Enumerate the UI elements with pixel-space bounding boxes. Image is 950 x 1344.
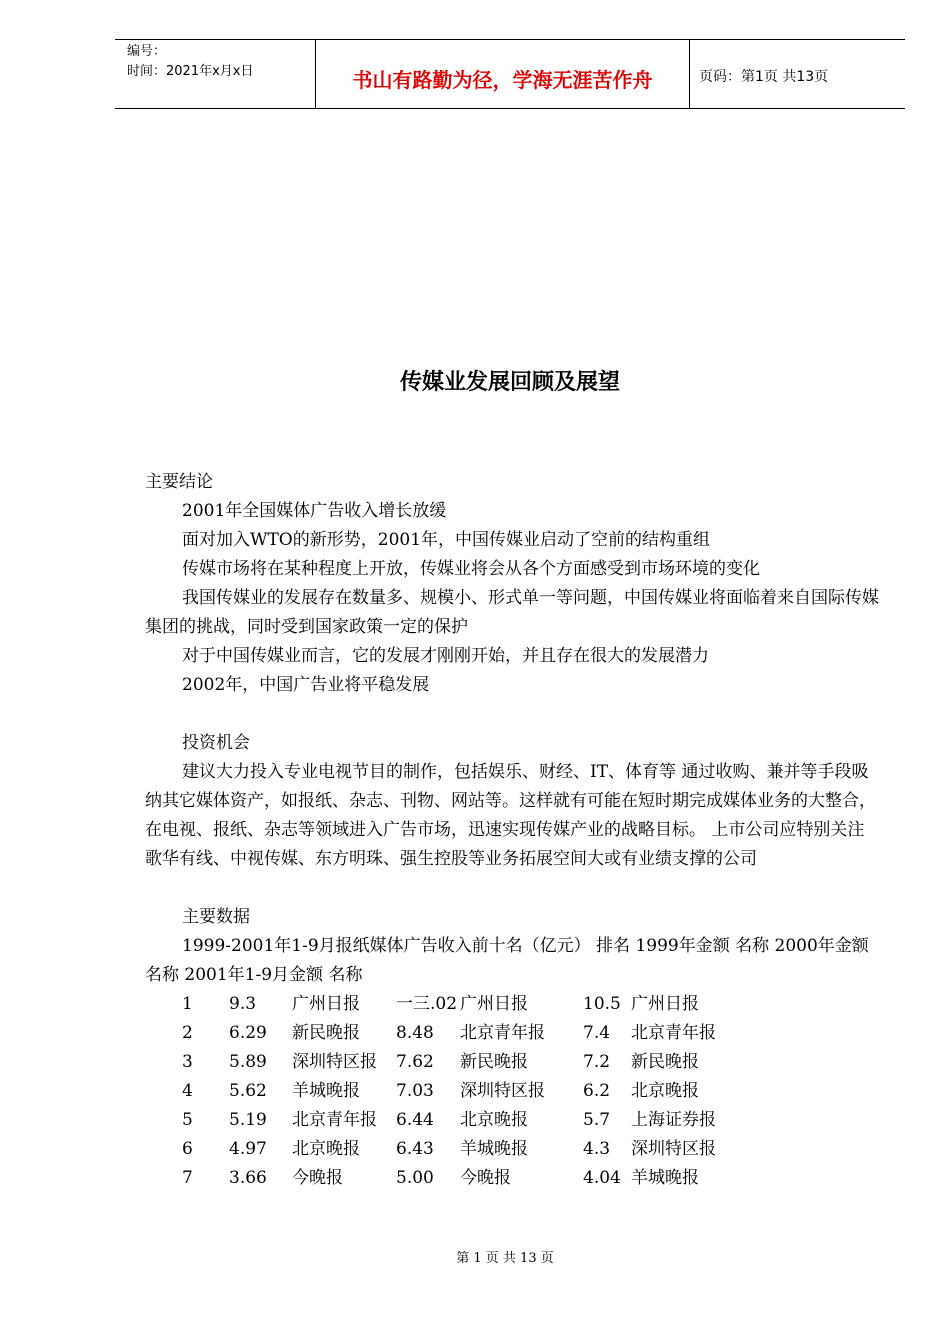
amount-2001-cell: 4.04: [583, 1168, 621, 1188]
amount-2000-cell: 6.43: [396, 1139, 434, 1159]
paragraph-spacer: [145, 700, 880, 729]
name-2000-cell: 北京晚报: [460, 1110, 528, 1130]
page-footer: 第 1 页 共 13 页: [456, 1251, 554, 1266]
amount-2000-cell: 7.62: [396, 1052, 434, 1072]
paragraph-spacer: [145, 874, 880, 903]
document-body: [145, 468, 880, 1193]
investment-text: 建议大力投入专业电视节目的制作，包括娱乐、财经、IT、体育等 通过收购、兼并等手段吸纳其它媒体资产，如报纸、杂志、刊物、网站等。这样就有可能在短时期完成媒体业务的大整合，在电视、报纸、杂志等领域进入广告市场，迅速实现传媒产业的战略目标。 上市公司应特别关注歌华有线、中视传媒、东方明珠、强生控股等业务拓展空间大或有业绩支撑的公司: [145, 762, 876, 869]
amount-2001-cell: 7.4: [583, 1023, 611, 1043]
name-1999-cell: 北京青年报: [292, 1110, 377, 1130]
rank-cell: 4: [182, 1081, 193, 1101]
rank-cell: 2: [182, 1023, 193, 1043]
amount-2000-cell: 8.48: [396, 1023, 434, 1043]
conclusion-item: 对于中国传媒业而言，它的发展才刚刚开始，并且存在很大的发展潜力: [182, 646, 709, 666]
name-2001-cell: 新民晚报: [631, 1052, 699, 1072]
name-2001-cell: 深圳特区报: [631, 1139, 716, 1159]
amount-1999-cell: 5.62: [229, 1081, 267, 1101]
name-2001-cell: 上海证券报: [631, 1110, 716, 1130]
name-2000-cell: 深圳特区报: [460, 1081, 545, 1101]
table-row: [145, 1077, 880, 1106]
amount-2000-cell: 5.00: [396, 1168, 434, 1188]
document-title: 传媒业发展回顾及展望: [399, 370, 620, 395]
amount-1999-cell: 9.3: [229, 994, 257, 1014]
rank-cell: 7: [182, 1168, 193, 1188]
header-motto: 书山有路勤为径，学海无涯苦作舟: [352, 68, 653, 92]
investment-heading: 投资机会: [182, 733, 250, 753]
table-row: [145, 1135, 880, 1164]
table-row: [145, 1048, 880, 1077]
amount-2000-cell: 7.03: [396, 1081, 434, 1101]
table-row: [145, 990, 880, 1019]
name-2000-cell: 羊城晚报: [460, 1139, 528, 1159]
name-2000-cell: 北京青年报: [460, 1023, 545, 1043]
amount-2001-cell: 6.2: [583, 1081, 611, 1101]
table-row: [145, 1019, 880, 1048]
table-row: [145, 1164, 880, 1193]
conclusion-item: 面对加入WTO的新形势，2001年，中国传媒业启动了空前的结构重组: [182, 530, 711, 550]
amount-2000-cell: 6.44: [396, 1110, 434, 1130]
ranking-table: [145, 990, 880, 1193]
page-header: [115, 39, 905, 109]
amount-1999-cell: 5.19: [229, 1110, 267, 1130]
name-2000-cell: 新民晚报: [460, 1052, 528, 1072]
header-divider: [689, 40, 690, 108]
document-time-label: 时间：2021年x月x日: [127, 64, 254, 79]
conclusion-item: 2002年，中国广告业将平稳发展: [182, 675, 430, 695]
name-1999-cell: 广州日报: [292, 994, 360, 1014]
name-2001-cell: 北京晚报: [631, 1081, 699, 1101]
conclusion-item: 我国传媒业的发展存在数量多、规模小、形式单一等问题，中国传媒业将面临着来自国际传媒集团的挑战，同时受到国家政策一定的保护: [145, 588, 879, 637]
header-meta: [127, 42, 253, 82]
amount-2001-cell: 10.5: [583, 994, 621, 1014]
data-heading: 主要数据: [182, 907, 250, 927]
data-caption: 1999-2001年1-9月报纸媒体广告收入前十名（亿元） 排名 1999年金额 名称 2000年金额 名称 2001年1-9月金额 名称: [145, 936, 869, 985]
name-1999-cell: 深圳特区报: [292, 1052, 377, 1072]
rank-cell: 1: [182, 994, 193, 1014]
name-1999-cell: 新民晚报: [292, 1023, 360, 1043]
amount-2001-cell: 7.2: [583, 1052, 611, 1072]
name-1999-cell: 今晚报: [292, 1168, 343, 1188]
name-2001-cell: 羊城晚报: [631, 1168, 699, 1188]
conclusion-item: 传媒市场将在某种程度上开放，传媒业将会从各个方面感受到市场环境的变化: [182, 559, 760, 579]
name-1999-cell: 羊城晚报: [292, 1081, 360, 1101]
header-page-label: 页码：第1页 共13页: [699, 69, 829, 85]
amount-2001-cell: 5.7: [583, 1110, 611, 1130]
table-row: [145, 1106, 880, 1135]
amount-2000-cell: 一三.02: [396, 994, 458, 1014]
amount-1999-cell: 5.89: [229, 1052, 267, 1072]
document-number-label: 编号：: [127, 44, 167, 59]
name-2000-cell: 今晚报: [460, 1168, 511, 1188]
name-2001-cell: 北京青年报: [631, 1023, 716, 1043]
amount-1999-cell: 3.66: [229, 1168, 267, 1188]
rank-cell: 3: [182, 1052, 193, 1072]
rank-cell: 6: [182, 1139, 193, 1159]
conclusions-heading: 主要结论: [145, 472, 213, 492]
amount-1999-cell: 4.97: [229, 1139, 267, 1159]
rank-cell: 5: [182, 1110, 193, 1130]
name-2000-cell: 广州日报: [460, 994, 528, 1014]
amount-1999-cell: 6.29: [229, 1023, 267, 1043]
amount-2001-cell: 4.3: [583, 1139, 611, 1159]
name-1999-cell: 北京晚报: [292, 1139, 360, 1159]
name-2001-cell: 广州日报: [631, 994, 699, 1014]
conclusion-item: 2001年全国媒体广告收入增长放缓: [182, 501, 447, 521]
